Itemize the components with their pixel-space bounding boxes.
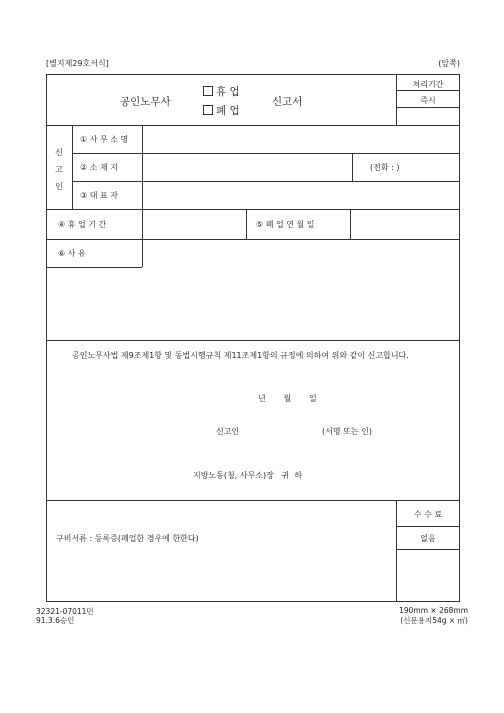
- required-documents: 구비서류 : 등록증(폐업한 경우에 한한다): [56, 534, 199, 543]
- option-suspension-label: 휴 업: [216, 86, 240, 98]
- fee-value: 없음: [420, 534, 436, 543]
- divider-row-4: [46, 239, 460, 240]
- form-number: [별지제29호서식]: [46, 59, 109, 68]
- divider-fee-2: [396, 549, 460, 550]
- divider-processing-1: [396, 90, 460, 91]
- reporter-group-label: 신 고 인: [55, 148, 63, 191]
- checkbox-icon[interactable]: [203, 105, 213, 115]
- title-main: 공인노무사: [120, 96, 171, 108]
- declaration-text: 공인노무사법 제9조제1항 및 동법시행규칙 제11조제1항의 규정에 의하여 위와 같이 신고합니다.: [72, 351, 409, 360]
- fee-label: 수 수 료: [413, 510, 443, 519]
- divider-row-2: [72, 181, 460, 182]
- divider-period-right-v: [350, 209, 351, 239]
- suspension-period-label: ④ 휴 업 기 간: [58, 220, 107, 229]
- divider-group-v: [72, 125, 73, 209]
- divider-period-mid-v: [246, 209, 247, 239]
- divider-reason: [46, 340, 460, 341]
- phone-field[interactable]: (전화 : ): [370, 163, 400, 172]
- representative-field[interactable]: [146, 184, 456, 206]
- reason-field[interactable]: [50, 270, 456, 336]
- divider-label-v: [142, 125, 143, 209]
- divider-phone-v: [352, 153, 353, 181]
- address-field[interactable]: [146, 156, 348, 178]
- closure-date-field[interactable]: [354, 212, 456, 236]
- representative-label: ③ 대 표 자: [80, 191, 118, 200]
- paper-type: (신문용지54g × ㎡): [400, 616, 468, 625]
- option-closure[interactable]: [203, 103, 240, 118]
- option-suspension[interactable]: [203, 84, 240, 99]
- divider-declaration: [46, 500, 460, 501]
- processing-value: 즉시: [420, 96, 436, 105]
- divider-reason-label: [46, 267, 142, 268]
- divider-row-3: [46, 209, 460, 210]
- closure-date-label: ⑤ 폐 업 연 월 일: [256, 220, 315, 229]
- form-code: 32321-07011민: [36, 607, 94, 616]
- paper-size: 190mm × 268mm: [399, 606, 468, 615]
- signature-label: (서명 또는 인): [322, 427, 372, 436]
- recipient: 지방노동(청, 사무소)장 귀 하: [193, 471, 303, 480]
- approval-date: 91.3.6승인: [36, 616, 75, 625]
- processing-label: 처리기간: [412, 80, 444, 89]
- divider-processing-2: [396, 107, 460, 108]
- title-suffix: 신고서: [272, 96, 303, 108]
- office-name-field[interactable]: [146, 128, 456, 150]
- divider-row-1: [72, 153, 460, 154]
- checkbox-icon[interactable]: [203, 86, 213, 96]
- signer-label: 신고인: [216, 427, 240, 436]
- office-name-label: ① 사 무 소 명: [80, 135, 129, 144]
- divider-fee: [396, 526, 460, 527]
- divider-title: [46, 125, 460, 126]
- reason-label: ⑥ 사 유: [58, 249, 86, 258]
- page-side-label: (앞쪽): [438, 59, 460, 68]
- suspension-period-field[interactable]: [146, 212, 242, 236]
- option-closure-label: 폐 업: [216, 105, 240, 117]
- declaration-date: 년 월 일: [258, 394, 317, 403]
- address-label: ② 소 재 지: [80, 163, 118, 172]
- divider-period-v: [142, 209, 143, 267]
